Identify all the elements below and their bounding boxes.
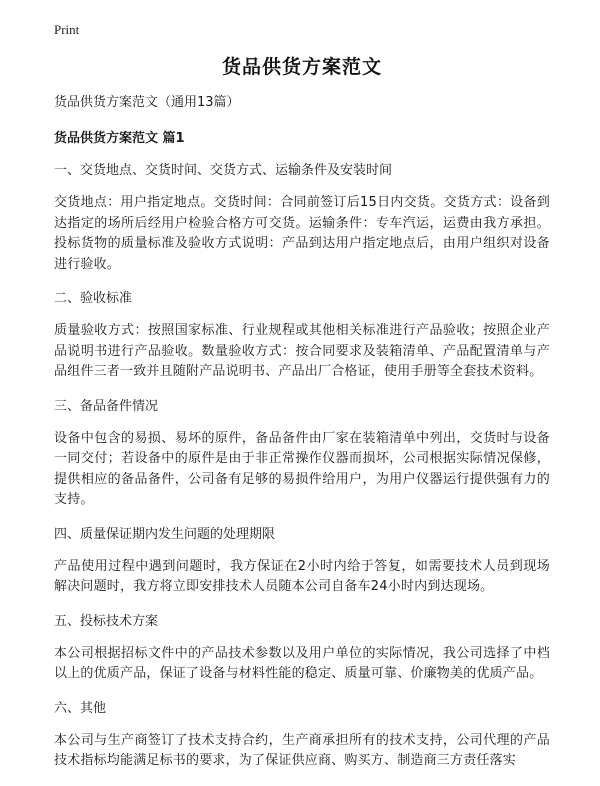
section-heading-4: 四、质量保证期内发生问题的处理期限 (54, 526, 276, 542)
section-heading-2: 二、验收标准 (54, 291, 133, 306)
section-body-3: 设备中包含的易损、易坏的原件，备品备件由厂家在装箱清单中列出，交货时与设备一同交付；若设备中的原件是由于非正常操作仪器而损坏，公司根据实际情况保修，提供相应的备品备件，公司备有足够的易损件给用户，为用户仪器运行提供强有力的支持。 (54, 430, 550, 507)
document-subtitle: 货品供货方案范文（通用13篇） (54, 95, 240, 110)
section-heading-6: 六、其他 (54, 700, 107, 716)
section-body-5: 本公司根据招标文件中的产品技术参数以及用户单位的实际情况，我公司选择了中档以上的优质产品，保证了设备与材料性能的稳定、质量可靠、价廉物美的优质产品。 (54, 645, 550, 681)
section-body-2: 质量验收方式：按照国家标准、行业规程或其他相关标准进行产品验收；按照企业产品说明书进行产品验收。数量验收方式：按合同要求及装箱清单、产品配置清单与产品组件三者一致并且随附产品说明书、产品出厂合格证，使用手册等全套技术资料。 (54, 323, 550, 379)
section-body-4: 产品使用过程中遇到问题时，我方保证在2小时内给于答复，如需要技术人员到现场解决问题时，我方将立即安排技术人员随本公司自备车24小时内到达现场。 (54, 558, 550, 594)
section-heading-5: 五、投标技术方案 (54, 613, 159, 629)
document-title: 货品供货方案范文 (221, 56, 382, 78)
section-heading-1: 一、交货地点、交货时间、交货方式、运输条件及安装时间 (54, 163, 393, 178)
section-body-1: 交货地点：用户指定地点。交货时间：合同前签订后15日内交货。交货方式：设备到达指定的场所后经用户检验合格方可交货。运输条件：专车汽运，运费由我方承担。投标货物的质量标准及验收方式说明：产品到达用户指定地点后，由用户组织对设备进行验收。 (54, 195, 550, 272)
document-page (54, 52, 550, 786)
part-title: 货品供货方案范文 篇1 (54, 131, 185, 146)
print-link[interactable]: Print (54, 22, 80, 37)
section-heading-3: 三、备品备件情况 (54, 398, 159, 414)
section-body-6: 本公司与生产商签订了技术支持合约，生产商承担所有的技术支持，公司代理的产品技术指标均能满足标书的要求，为了保证供应商、购买方、制造商三方责任落实 (54, 732, 550, 768)
